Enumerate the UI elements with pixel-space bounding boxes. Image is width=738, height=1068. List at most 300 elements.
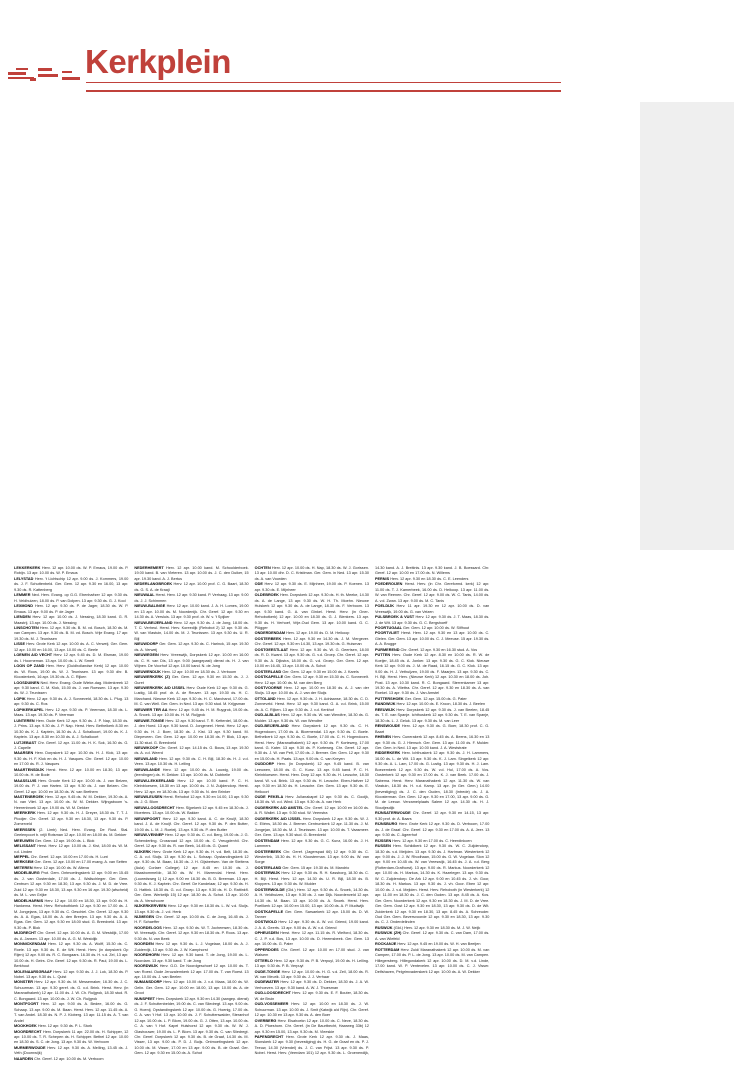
listing-entry (134, 817, 248, 833)
listing-text: Herv. 12 apr. 9.30 en 18.30 ds. L. W. v.d. Sluijs. 13 apr. 9.30 ds. J. v.d. Henk (134, 904, 249, 914)
masthead-rule-thin (86, 82, 561, 83)
grid-mark-block (38, 68, 52, 71)
listing-place: PAPENDRECHT (254, 1034, 284, 1039)
listing-place: MIDDELBURG (14, 871, 40, 876)
listing-place: OOSTERBEEK (254, 849, 282, 854)
listing-text: Ger. Gem. Sarsaekerk 12 apr. 15.00 ds. D. W. Tanner (254, 909, 369, 919)
listing-text: Herst. Herv. 12 apr. 9.30 kand. P. Verhaag. 13 apr. 9.00 ds. J. J. Schimmen (134, 593, 249, 603)
listing-text: Chr. Geref. 12 apr. 10.00 ds. C. de Jong, 16.45 ds. J. H. F. Schaeffer (134, 915, 249, 925)
listing-text: Herv. Groote Kerk 12 apr. 10.00 ds. J. van Belzen, 19.00 ds. P. J. van Harten. 13 apr. 9.30 ds. J. van Belzen. Chr. Geref. 12 apr. 10.00 en 18.30 ds. W. van Brethem (14, 778, 129, 794)
listing-place: OUD-VOSSEMEER (254, 1002, 289, 1007)
listing-place: NIEUW-VENNEP (134, 833, 164, 838)
listing-text: Herv. 12 apr. 10.00 kand. J. A. H. Lomes, 19.00 en 13 apr. 10.00 ds. M. Noordenijk. Chr. Geref. 12 apr. 9.30 en 14.30 ds. A. Versluis. 13 apr. 9.30 prof. dr. W. v. 't Spijker (134, 604, 249, 620)
listing-entry (375, 653, 489, 697)
listing-place: NIEUWERKERK A/D IJSSEL (134, 685, 186, 690)
listing-text: Herv. 12 apr. 10.00 en 18.30 ds. J. W. Schuurman. 13 apr. 10.00 ds. J. Smit (Katwijk a/d Rijn). Chr. Geref. 12 apr. 10.30 en 13 apr. 9.30 ds. A. den Boer (254, 1002, 369, 1018)
listing-place: NIEUW-LEKKERLAND (134, 778, 175, 783)
listing-entry (14, 931, 128, 942)
listing-text: Herv. 12 apr. 9.30 ds. J. J. Lok, 18.30 ds. P. Nobel. 13 apr. 9.30 ds. L. Quist (14, 969, 129, 979)
listing-place: REEUWIJK (374, 707, 396, 712)
listing-text: Herv. 12 apr. 9.30 en 14.30 ds. J. M. Viergever. Chr. Geref. 12 apr. 9.30 en 14.30, 13 apr. 19.30 ds. G. Huisman (254, 636, 369, 647)
listing-text: Chr. Geref. 12 apr. 9.30 en 14.15, 13 apr. 9.30 prof. dr. A. Baars (374, 811, 490, 821)
listing-text: Herv. 12 apr. 9.30 en 18.30 ds. C. E. Leenders (390, 576, 469, 581)
listing-place: NAARDEN (14, 1056, 33, 1061)
listing-entry (134, 942, 248, 953)
listing-text: Herv. Schildkerk 12 apr. 9.30 ds. W. C. Zuijdendorp, 18.30 ds. v.d. Meijden. 13 apr. 9.30 ds. J. Hartman. Westerkerk 12 apr. 9.00 ds. J. J. W. Rhodhaan, 15.00 ds. G. W. Vogelaar. Sion 12 apr. 9.00 en 10.45 ds. W. van Vreeswijk, 16.45 ds. J. A. v.d. Berg (Rotterdam-Grafhorst). 13 apr. 9.00 ds. R. Markus. Noorderkerk 12 apr. 10.00 ds. H. Markus, 14.30 ds. K. Hazeleger. 13 apr. 9.30 ds. W. C. Zuijdendorp. De Ark 12 apr. 9.00 en 10.45 ds. J. vh. Goor, 18.30 ds. H. Markus. 13 apr. 9.30 ds. J. vh. Goor. Eben 12 apr. 10.00 ds. J. v.d. Mejiden. Herst. Herv. Rehoboth (in Westerkerk) 12 apr. 11.00 en 18.30 ds. J. C. den Ouden. 13 apr. 8.45 ds. A. Kos. Ger. Gem. Noorderkerk 12 apr. 9.30 en 18.30 ds. J. M. D. de Vree. Ger. Gem. Oost 12 apr. 9.30 en 18.30, 13 apr. 9.30 ds. D. de Wit. Zuiderkerk 12 apr. 9.30 en 18.30, 13 apr. 8.45 ds. A. Schreuder. Oud Ger. Gem. Beversvoorde 12 apr. 9.30 en 18.30, 13 apr. 9.30 ds. C. J. Onderdelinden (374, 844, 490, 925)
listing-entry (375, 604, 489, 615)
listing-place: OOSTVOORNE (254, 685, 282, 690)
listing-text: Herv. 12 apr. 9.30 ds. W. van Wendtre, 18.30 ds. G. Mulder. 13 apr. 9.30 ds. W. van Wendtre (254, 713, 369, 723)
listing-text: Chr. Geref. 12 apr. 10.00 ds. A. G. M. Westdijk, 17.00 ds. A. Jansen. 13 apr. 10.00 ds. A. G. M. Westdijk (14, 931, 129, 941)
listing-entry (134, 653, 248, 669)
listing-place: NOORDEN (134, 942, 154, 947)
listing-entry (255, 675, 369, 686)
listing-place: RENSWOUDE (374, 724, 401, 729)
listing-text: Herv. 12 apr. 9.45 ds. W. M. Dekker, 19.30 ds. A. N. van Vliet. 13 apr. 10.00 ds. W. M. Dekker. Wijngaboom 's-Heerenbroek 12 apr. 19.00 ds. W. M. Dekker (14, 795, 129, 810)
listing-place: LOPIK (14, 696, 26, 701)
church-service-listings (14, 566, 730, 1066)
listing-entry (255, 948, 369, 959)
advertisement-placeholder (640, 102, 734, 550)
listing-place: NEDERHEMERT (134, 566, 164, 570)
listing-entry (255, 931, 369, 947)
listing-text: Chr. Geref. 12 apr. 11.00 ds. H. K. Sok, 16.30 ds. G. J. Capelle (14, 740, 129, 750)
listing-place: OPPERDOES (254, 947, 279, 952)
listing-text: Herv. 12 apr. 9.30 ds. P. de Jager, 18.30 ds. W. P. Emaus. 13 apr. 9.00 ds. P. de Jager (14, 604, 129, 614)
listing-entry (134, 779, 248, 795)
listing-place: LOOSDUINEN (14, 680, 40, 685)
listing-place: LOENEN A/D VECHT (14, 653, 53, 658)
listing-entry (255, 795, 369, 806)
listing-text: Herv. 11 apr. 19.30 en 12 apr. 10.00 ds. D. van Vreeswijk, 19.00 ds. G. van Velzen (374, 604, 490, 614)
listing-text: Herv. 12 apr. 9.30 ds. J. H. Adriaanse, 18.30 ds. C. D. Zonneveld. Herst. Herv. 12 apr. 9.30 kand. G. A. v.d. Brink, 15.00 ds. A. C. Rijken. 13 apr. 9.30 ds. J. v.d. Kerkhof (254, 696, 369, 712)
listing-text: Ger. Gem. 12 apr. 9.30 en 15.30 ds. J. J. Guret (134, 675, 249, 685)
listing-entry (14, 741, 128, 752)
listing-entry (134, 708, 248, 719)
listing-entry (134, 566, 248, 582)
listing-text: Chr. Geref. 12 apr. 9.30 ds. C. van Dam, 17.00 ds. A. van Wiefeld (374, 931, 490, 941)
listing-place: OCHTEN (254, 566, 271, 570)
listing-entry (14, 681, 128, 697)
listing-entry (134, 953, 248, 964)
listing-text: Herst. Herv. 12 apr. 10.00 en 18.30, 13 apr. 10.00 ds. H. de Bode (14, 767, 129, 778)
listing-place: NIEUWLANDE (134, 767, 161, 772)
listing-place: MOORDRECHT (14, 1029, 42, 1034)
listing-text: Herv. Ichthuskerk 12 apr. 9.30 ds. J. H. Lammers, 16.00 ds. L. de Wit. 13 apr. 9.30 ds. K. J. Lam. Singelkerk 12 apr. 9.30 ds. A. L. Lam, 17.00 ds. G. Lustig. 13 apr. 9.30 ds. H. J. Lam. Boezemkerk 12 apr. 9.30 ds. W. v.d. Hul, 17.00 ds. A. Vos. Oosterkerk 12 apr. 9.30 en 17.00 ds. K. J. van Beek. 17.00 ds. J. Sabema. Herst. Herv. Maranathakerk 12 apr. 11.30 ds. W. van Vlastuin, 18.30 ds. H. v.d. Kamp. 13 apr. (in Ger. Gem.) 14.00 (bevestiging) ds. J. C. den Ouden, 18.30 (intrede) ds. J. A. Kloosterman. Ger. Gem. 12 apr. 9.30 en 17.00, 13 apr. 9.00 ds. G. M. de Leeuw. Verzamelplaats Salem 12 apr. 14.30 ds. H. J. Stoutjesdijk (374, 751, 490, 810)
listing-text: Herv. 12 apr. 10.00 ds. W. P. Emaus, 19.00 ds. P. Robijn. 13 apr. 10.00 ds. W. P. Emaus (14, 566, 129, 576)
masthead-rule-thick (86, 90, 561, 92)
listing-entry (14, 566, 128, 577)
listing-place: NOORDELOOS (134, 925, 162, 930)
listing-entry (14, 828, 128, 839)
listing-place: OOSTERWOLDE (254, 887, 285, 892)
listing-text: Herv. 12 apr. 9.30 ds. G. Boer, 18.30 prof. C. G. Baart (374, 724, 490, 734)
listing-text: Herv. 12 apr. 9.00 ds. A. Bedee, 16.00 ds. G. Schaap. 13 apr. 9.00 ds. M. Baan. Herst. Herv. 12 apr. 11.45 ds. A. T. van Andel. 18.30 ds. N. P. J. Kloberg. 13 apr. 11.15 ds. A. T. van Andel (14, 1002, 129, 1023)
listing-entry (14, 1057, 128, 1062)
listing-entry (375, 735, 489, 751)
listing-entry (134, 850, 248, 905)
listing-text: Herv. 12 apr. 9.30 kand. T. R. Ketterdel, 18.00 ds. J. den Hoed. 13 apr. 9.30 kand. D. Jongeneel. Herst. Herv. 12 apr. 9.30 ds. H. J. Boer, 18.30 ds. J. Kist. 13 apr. 9.30 kand. M. Diepeveen. Ger. Gem. 12 apr. 10.00 en 18.30 ds. P. Blok, 13 apr. 11.30 stud. G. Breedveld (134, 718, 249, 745)
section-title: Kerkplein (85, 43, 231, 80)
listing-text: (Gld.) Herv. 12 apr. 9.30 ds. A. Snoek, 14.30 ds. A. H. Veldhuizen, 13 apr. 9.30 ds. J. van Dijk. Noordenveld 12 apr. 14.30 ds. M. Baan. 13 apr. 10.00 ds. A. Snoek. Herst. Herv. Poellkerk 12 apr. 10.00 en 15.00, 13 apr. 10.00 ds. A. P. Mudiwijk (254, 887, 369, 909)
listing-text: Herv. 12 apr. 10.00 en 18.30 ds. A. J. van der Sluijs. 13 apr. 10.00 ds. A. J. van der Sluijs (254, 685, 369, 696)
listing-place: MEERSSEN (14, 827, 36, 832)
listing-place: POORTVLIET (374, 631, 400, 636)
listing-entry (14, 653, 128, 664)
listing-text: Chr. Geref. 12 apr. 10.00 en 17.00 stud. J. van Walsem (254, 947, 369, 958)
listing-text: Herv. Jullanakapel 12 apr. 9.30 ds. C. Gooijk, 18.30 ds. W. v.d. Wind. 13 apr. 9.30 ds. A. van Herk (254, 795, 369, 805)
listing-entry (255, 724, 369, 762)
listing-text: Herv. 12 apr. 9.30 ds. J. T. Maas, 18.30 ds. J. de Wit. 13 apr. 9.30 ds. G. C. Bergshoeff (374, 615, 490, 625)
listing-text: Herv. 12 apr. 9.30 ds. G. C. Kunz, 16.00 ds. J. H. Lammers (254, 838, 369, 849)
listing-place: PUTTEN (374, 653, 391, 658)
listing-place: OUD-ALBLAS (254, 713, 280, 718)
listing-entry (255, 970, 369, 981)
listing-entry (255, 871, 369, 887)
listing-entry (134, 675, 248, 686)
listing-entry (375, 751, 489, 811)
listing-text: Ger. Gem. 12 apr. 9.30 en 15.00 ds. J. Karels (282, 669, 359, 674)
listing-place: METEREN (14, 865, 33, 870)
listing-text: Herv. 12 apr. 9.30 ds. H. J. Dreyer, 18.30 ds. T. T. J. Plooijer. Chr. Geref. 12 apr. 9.30 en 18.30, 13 apr. 9.30 ds. P. Zomerveld (14, 811, 129, 827)
listing-text: Herv. 12 apr. 9.30 ds. A. W. v.d. Griend, 19.00 kand. J. A. A. Geerts. 13 apr. 9.00 ds. A. W. v.d. Griend (254, 920, 369, 930)
grid-mark-block (62, 71, 72, 73)
listing-text: Herv. 12 apr. 9.30 en 17.00 ds. C. Heerdinkoen (392, 838, 472, 843)
listing-place: NUNSPEET (134, 996, 156, 1001)
listing-place: NUMANSDORP (134, 980, 162, 985)
listing-entry (255, 817, 369, 839)
listing-entry (255, 959, 369, 970)
listing-text: Herv. 12 apr. 9.30 ds. P. B. Verpuyl, 19.00 ds. H. Lelling. 13 apr. 9.30 ds. P. B. Verpuyl (254, 958, 369, 969)
listing-text: Herv. Oude Kerk 12 apr. 9.30 ds. G. Lustig, 18.45 prof. dr. A. de Reuver. 13 apr. 19.30 ds. H. C. Marchand. Nieuwe Kerk 12 apr. 9.30 ds. H. C. Marchand, 17.00 ds. M. C. van Well. Ger. Gem. in Ned. 13 apr. 9.30 stud. M. Krijgsman (134, 685, 249, 707)
listing-place: LEKKERKERK (14, 566, 41, 570)
listing-place: NIEUWDORP (134, 642, 158, 647)
masthead (8, 34, 553, 92)
listing-text: Herst. Herv. 12 apr. 10.00 ds. J. Kist, 18.00 ds. W. M. v.d. Linden (14, 844, 129, 854)
listing-text: Chr. Geref. 12 apr. 10.00 en 17.00 ds. H. Lunt (30, 855, 108, 860)
listing-text: (2. Limb) Ned. Herv. Evang. De Rust. Stal. Geelenpoort b. vrijli Rotsman 12 apr. 10.00 en 18.00 ds. M. Dekker (14, 827, 129, 838)
listing-place: NOORDHORN (134, 953, 160, 958)
listing-text: Herv. 12 apr. 9.30 ds. E. Mijnheer, 19.00 ds. P. Koenen. 13 apr. 9.30 ds. E. Mijnheer (254, 582, 369, 592)
listing-place: MERKSEM (14, 860, 34, 865)
listing-place: RIJNSBURG (374, 822, 398, 827)
listing-entry (134, 915, 248, 926)
listing-text: Herv. 12 apr. 10.00 ds. A. Louwig, 19.00 ds. (leerdingen) ds. H. Dekker. 13 apr. 10.00 ds. M. Dubbelie (134, 767, 249, 778)
listing-place: LOPIKERKAPEL (14, 707, 44, 712)
listing-place: RIJSSEN (374, 838, 392, 843)
listing-place: MONNICKENDAM (14, 942, 47, 947)
listing-text: Herv. 12 apr. 9.30 ds. P. Veerman, 18.30 ds. L. Maas. 13 apr. 19.30 ds. P. Veerman (14, 707, 129, 718)
listing-place: NOORDWIJK (134, 964, 158, 969)
listing-place: RIDDERKERK (374, 751, 401, 756)
listing-place: OOSTGEESTLAAT (254, 647, 289, 652)
listing-entry (255, 850, 369, 866)
listing-place: OUDERKERK A/D AMSTEL (254, 805, 304, 810)
listing-entry (255, 566, 369, 582)
listing-place: LEXMOND (14, 604, 33, 609)
listing-text: Herv. 12 apr. 10.00 ds. E. Kroon, 18.30 ds. J. Beelen (396, 702, 486, 707)
listing-entry (134, 904, 248, 915)
listing-entry (134, 768, 248, 779)
listing-place: NIEUWKOOP (134, 745, 159, 750)
listing-entry (14, 719, 128, 741)
listing-place: OUDDORP (254, 762, 275, 767)
listing-entry (14, 768, 128, 779)
listing-text: Herv. Oude Kerk 12 apr. 8.30 en 10.00 ds. R. W. de Koeijer, 18.45 ds. A. Jonker. 13 apr. 9.30 ds. G. C. Klok. Nieuwe Kerk 12 apr. 9.00 ds. J. M. de Raad, 16.15 ds. G. C. Klok. 13 apr. 9.00 ds. H. J. Vethuijzen, 19.00 ds. F. Maarjen. 13 apr. 9.30 ds. C. H. Bijl. Herst. Herv. (Nieuwe Kerk) 12 apr. 10.30 en 18.00 ds. Joh. Post. 13 apr. 10.30 kand. R. C. Bongaard. Sterrenkamer 13 apr. 19.30 ds. A. Vliettra. Chr. Geref. 12 apr. 9.30 en 18.30 ds. A. van Roekel. 13 apr. 9.30 ds. J. Van Amstel (374, 653, 490, 696)
listing-place: NIEUW-BEIJERLAND (134, 620, 173, 625)
listing-text: Chr. Geref. 12 apr. 10.00 en 16.00 ds. A. R. Wallet. 13 apr. 9.30 stud. W. Veenstra (254, 805, 369, 816)
listing-place: PERNIS (374, 576, 390, 581)
listing-entry (134, 593, 248, 604)
listing-place: NIEUWERKERK (Z) (134, 675, 170, 680)
listing-text: Herv. 12 apr. 9.30 ds. P. L. Stork (37, 1024, 93, 1029)
listing-entry (255, 980, 369, 991)
listing-entry (255, 637, 369, 648)
listing-entry (14, 1030, 128, 1046)
listing-entry (375, 631, 489, 647)
listing-place: OUDE-TONGE (254, 969, 281, 974)
listing-entry (14, 795, 128, 811)
listing-entry (255, 697, 369, 713)
listing-place: OOSTWOLD (254, 920, 278, 925)
listing-place: LEMMER (14, 593, 31, 598)
listing-text: Herv. Herv. (Duidhollandse Kerk) 12 apr. 10.00 ds. W. Roos, 19.00 ds. W. J. Teunissen. 13 apr. 9.30 dhr. B. Kloosterkerk, 16 apr. 19.30 ds. A. C. Rijken (14, 664, 129, 680)
listing-place: RUSWIJK (ZH) (374, 931, 402, 936)
listing-entry (375, 948, 489, 975)
listing-place: ROTTERDAM (374, 947, 400, 952)
listing-entry (375, 582, 489, 604)
listing-entry (134, 997, 248, 1057)
listing-text: Ger. Gem. 12 apr. 9.30 ds. C. Harinck, 15 apr. 19.30 ds. A. Verweij (134, 642, 249, 652)
listing-entry (14, 664, 128, 680)
listing-entry (255, 806, 369, 817)
listing-place: MONSTER (14, 980, 33, 985)
listing-place: RUSWIJK (374, 925, 393, 930)
listing-text: Herv. 't Lichtschip 12 apr. 9.00 ds. J. Kommers, 19.00 ds. J. F. Schuttenbeld. Ger. Gem. 12 apr. 9.30 en 16.00, 13 apr. 9.30 ds. R. Kattenberg (14, 576, 129, 592)
grid-mark-block (16, 68, 28, 70)
listing-text: Herv. Grote Kerk 12 apr. 9.30 ds. H. v.d. Belt, 18.30 ds. C. A. v.d. Sluijs. 13 apr. 9.30 ds. L. Schaap. Opstandingskerk 12 apr. 9.30 ds. M. Baan, 16.30 ds. J. H. Gijsbertsen. Van de Steltens (Aula) Corlaer College) 12 apr. 8.45 en 10.30 ds. J. Maasbommel/dr., 18.30 ds. W. H. Marrendal. Herst. Herv. (Looredsweg 1) 12 apr. 9.00 en 16.30 ds. B. D. Breeman. 13 apr. 9.30 ds. K. J. Kaptein. Chr. Geref. De Kandelaar, 12 apr. 9.30 ds. H. D. Hattink. 18.30 ds. G. v.d. Groep. 13 apr. 9.30 ds. H. D. Rattinkfl. Ger. Gem. Werkelijk 15) 12 apr. 18.30 ds. A. Schot. 13 apr. 10.00 ds. A. Verschoore (134, 849, 249, 903)
listing-entry (375, 811, 489, 822)
listing-text: Herv. 12 apr. 9.30 kand. A. C. de Knuijf, 18.30 kand. J. A. de Knuijf. Chr. Geref. 12 apr. 9.30 ds. P. den Butter, 19.00 ds. L. M. J. Roeleij. 13 apr. 9.30 ds. P. den Butter (134, 816, 249, 832)
listing-place: LIENDEN (14, 615, 31, 620)
listing-text: Herv. Dorpskerk 12 apr. 9.30 ds. W. J. C. Eliéns, 18.30 ds. J. Bremer. Centrumkerk 12 apr. 11.30 ds. J. M. Jongejan, 18.30 ds. M. J. Teunissen. 13 apr. 10.00 ds. T. Vaasmeer. Ger. Gem. 13 apr. 9.30 stud. G. Breedveld (254, 816, 369, 838)
listing-text: Herv. Zuid/ Maranathakerk 12 apr. 10.00 ds. M. van Campen, 17.00 ds. P. L. de Jong. 13 apr. 10.00 ds. M. van Campen. Hillegersberg. Hillegondakerk 12 apr. 10.00 ds. D. M. v.d. Linde, 17.00 kand. W. P. Ventevelen. 13 apr. 10.00 ds. C. J. Visser. Delfshaven, Pelgrimvaderskerk 12 apr. 10.00 ds. A. W. Dekker (374, 947, 490, 974)
listing-entry (255, 920, 369, 931)
listing-entry (14, 615, 128, 626)
listing-text: Herv. G.D. De Noordgeschoef 12 apr. 10.00 ds. T. van Roest. Oude Jeruzalemkerk 12 apr. 17.00 ds. T. van Roest. 13 apr. 10.00 ds. J. van Beelen (134, 964, 249, 979)
listing-entry (134, 806, 248, 817)
grid-mark-block (38, 74, 58, 77)
listing-entry (134, 582, 248, 593)
listing-place: MOOKHOEK (14, 1024, 37, 1029)
listing-entry (14, 844, 128, 855)
listing-text: Herv. 12 apr. 9.30 ds. A. Melling, 13.45 ds. J. Veth (Doornwijk) (14, 1045, 129, 1056)
listing-text: Herv. 12 apr. 9.30 ds. D. Dekker, 18.30 ds. J. A. W. Verhoeven. 13 apr. 9.30 kand. A. W. J. Thuesman (254, 980, 369, 990)
listing-entry (14, 642, 128, 653)
listing-entry (14, 980, 128, 1002)
listing-text: Herv. Dorpskerk 12 apr. 9.30 ds. H. th. Meeke, 14.30 ds. A. de Lange, 13 apr. 9.30 ds. W. H. Th. Moehn. Nieuwe Hulskerk 12 apr. 9.30 ds. A. de Lange, 18.30 ds. F. Verboom. 13 apr. 9.30 kand. G. A. van Ginkel. Herst. Herv. (in Oner-Rehobotkerk) 12 apr. 10.00 en 18.30 ds. G. J. Blenkers. 13 apr. 9.30 ds. H. Verhoef, Vrije-Oud Gem. 13 apr. 10.00 kand. G. C. Plügger (254, 593, 369, 630)
listing-entry (14, 697, 128, 708)
listing-text: Herv. 12 apr. 9.30 ds. B. M. vd. Bosch, 18.30 ds. M. van Campen. 13 apr. 9.30 ds. B. M. vd. Bosch. Vrije Evang. 17 apr. 19.30 ds. M. J. Teunissen (14, 625, 129, 641)
listing-entry (255, 910, 369, 921)
listing-place: MASTENBROEK (14, 795, 44, 800)
listing-entry (134, 833, 248, 849)
listing-text: Herv. 12 apr. 9.30 ds. W. G. Geertsen, 18.00 ds. R. D. Kwant. 13 apr. 9.30 ds. G. v.d. Groep. Chr. Geref. 12 apr. 9.30 ds. A. Dijkstra, 18.00 ds. G. v.d. Groep. Ger. Gem. 12 apr. 10.00 en 16.45, 13 apr. 10.00 ds. A. Schot (254, 647, 369, 669)
listing-place: MONTFOORT (14, 1002, 39, 1007)
listing-text: Herv. 12 apr. 10.00 en 18.30 ds. J. Verboom (161, 669, 237, 674)
listing-entry (14, 970, 128, 981)
listing-entry (134, 719, 248, 746)
listing-entry (255, 686, 369, 697)
listing-text: Herv. 12 apr. 10.00 prof. C. G. Baart, 18.30 ds. G. S. A. de Kraaji (134, 582, 249, 592)
listing-place: OTTERLO (254, 958, 273, 963)
listing-entry (375, 822, 489, 838)
listing-text: Herv. 12 apr. 9.30 ds. A. Wolff, 15.30 ds. C. Roele. 13 apr. 9.30 ds. E. de Wit. Herst. Herv. (in dorpskerk Op Rijen) 12 apr. 9.00 ds. R. C. Bongaars. 16.30 ds. H. v.d. Zel, 13 apr. 10.00 ds. H. Gelrs. Chr. Geref. 12 apr. 9.30 ds. R. Paul, 19.00 ds. L. Berkhout (14, 942, 129, 969)
listing-text: Ger. Gem. 12 apr. 9.30 en 15.30 ds. C. Sonnevelt. Herv. 12 apr. 10.00 ds. M. van den Berg (254, 675, 369, 685)
listing-text: Herv. 12 apr. 9.30 kand. T. de Jong, 19.00 ds. L. Noordam. 13 apr. 9.30 kand. T. de Jong (134, 953, 249, 963)
grid-mark-block (62, 77, 80, 80)
listing-place: MURMERWOUDE (14, 1045, 46, 1050)
listing-entry (14, 1046, 128, 1057)
listing-entry (134, 795, 248, 806)
listing-place: RIJNSATERWOUDE (374, 811, 411, 816)
listing-place: NIJMEGEN (134, 915, 155, 919)
listing-text: Ger. Gem. 12 apr. 19.00 ds. L. Blok (34, 838, 95, 843)
listing-entry (14, 604, 128, 615)
listing-text: Ger. Gem. 12 apr. 10.00 en 17.00 evang. A. van Setten (34, 860, 128, 865)
listing-place: MIDDELHARNIS (14, 898, 44, 903)
listing-text: Herv. Sijpekerk 12 apr. 9.45 en 18.30 ds. J. Moertens. 13 apr. 10.00 ds. W. Bakker (134, 805, 249, 816)
listing-place: MOLENAARSGRAAF (14, 969, 52, 974)
listing-place: MIJDRECHT (14, 931, 37, 936)
listing-entry (255, 1019, 369, 1035)
listing-entry (255, 648, 369, 670)
listing-text: Herv. Dorpskerk 12 apr. 9.30 ds. C. H. Hogendoorn, 17.00 ds. A. Bloemendal. 13 apr. 9.30 ds. C. Boele. Bethelkerk 12 apr. 9.30 ds. C. Boele, 17.00 ds. C. H. Hogendoorn. Herst. Herv. (Maranathakerk) 12 apr. 9.30 ds. P. Korteweg, 17.00 kand. G. Kater. 13 apr. 9.30 ds. P. Korteweg. Chr. Geref. 12 apr. 9.30 ds. J. W. van Pelt, 17.00 ds. J. Bremer. Ger. Gem. 12 apr. 9.30 en 15.00 ds. H. Paats. 13 apr. 9.00 ds. C. van Kreyen (254, 724, 369, 761)
listing-text: Herv. 12 apr. 10.00 kand. M. Schoolderboek. 19.00 kand. B. van Vleteren. 13 apr. 10.00 ds. J. C. den Duiker, 15 apr. 19.30 kand. A. J. Bertus (134, 566, 249, 581)
listing-place: POORTUGAAL (374, 625, 402, 630)
listing-entry (134, 604, 248, 620)
listing-place: ONDERDENDAM (254, 631, 286, 636)
listing-entry (375, 708, 489, 724)
listing-place: RANDWIJK (374, 702, 396, 707)
listing-entry (134, 642, 248, 653)
listing-place: NIJKERK (134, 849, 151, 854)
listing-entry (375, 724, 489, 735)
listing-text: Chr. Geref. 12 apr. 10.00 ds. M. Verboom (34, 1056, 104, 1061)
listing-entry (255, 762, 369, 795)
listing-place: PULSBROEK & VUST (374, 615, 415, 620)
grid-mark-block (8, 72, 26, 75)
listing-place: NIEUWAAL (134, 593, 155, 598)
listing-text: Herv. 12 apr. 9.45 en 19.00 ds. W. H. van Beeijen (397, 942, 481, 947)
listing-entry (14, 1002, 128, 1024)
listing-place: LUTJEBAST (14, 740, 37, 745)
listing-text: Herv. 12 apr. 9.30 ds. M. Messemaker, 16.30 ds. J. C. Schuurman. 13 apr. 9.30 geref. ds. G. v.d. Brink. Herst. Herv. (in Maranathakerk) 12 apr. 11.00 ds. J. W. Ch. Ruijgrok, 18.30 stud. R. C. Bongaard. 13 apr. 10.00 ds. J. W. Ch. Ruijgrok (14, 980, 129, 1001)
listing-entry (134, 980, 248, 996)
listing-place: LISSE (14, 642, 25, 647)
listing-place: LINSCHOTEN (14, 625, 39, 630)
listing-place: MELISSANT (14, 844, 36, 849)
listing-place: POELDIJK (374, 604, 394, 609)
listing-text: Herv. 12 apr. 10.00 ds. W. Altena (33, 865, 89, 870)
listing-entry (255, 1002, 369, 1018)
listing-text: Herst. Herv. 12 apr. 11.15 ds. R. Welford, 18.30 ds. C. J. P. v.d. Bos, 13 apr. 10.00 ds. D. Heemsbeek. Ger. Gem. 13 apr. 10.00 ds. G. Pater (254, 931, 369, 947)
listing-place: NIEUWLAND (134, 756, 158, 761)
listing-entry (255, 713, 369, 724)
listing-entry (14, 811, 128, 827)
listing-place: MEPPEL (14, 855, 30, 860)
listing-place: PURMEREND (374, 647, 400, 652)
listing-entry (134, 964, 248, 980)
listing-entry (14, 871, 128, 898)
listing-entry (255, 593, 369, 631)
listing-entry (255, 888, 369, 910)
listing-place: NIEUWER TER AA (134, 707, 168, 712)
listing-place: LUNTEREN (14, 718, 35, 723)
listing-entry (14, 577, 128, 593)
listing-place: OTTOLAND (254, 696, 276, 701)
listing-text: Herv. 12 apr. 10.00 ds. H. G. v.d. Zeil, 18.00 ds. R. W. van Meurik. 13 apr. 9.30 ds. J. J. Verhaar (254, 969, 369, 979)
listing-text: Herv. 12 apr. 9.45 ds. H. M. Ruygrok, 19.00 ds. A. Snoek. 13 apr. 10.00 ds. H. M. Ruijgrok (134, 707, 249, 718)
listing-entry (14, 708, 128, 719)
listing-text: Herst. Rehobot 12 apr. 9.30 en 14.00, 13 apr. 9.30 ds. J. G. Blom (134, 795, 249, 805)
listing-entry (134, 621, 248, 643)
listing-entry (375, 931, 489, 942)
listing-text: Ger. Gem. 12 apr. 15.00 ds. G. Pater (404, 696, 467, 701)
listing-text: Herv. 12 apr. 9.30 ds. C. H. Bijl, 18.30 ds. H. J. v.d. Veen. 13 apr. 10.30 ds. H. Lelling (134, 756, 249, 767)
listing-text: Herv. 12 apr. 19.00 ds. D. M. Heikoop (286, 631, 350, 636)
listing-text: Herv. 12 apr. 9.30 ds. R. H. Kassborg, 18.30 ds. C. H. Bijl. Herst. Herv. 12 apr. 14.30 ds. U. R. Bijl, 18.30 ds. B. Kloppers. 13 apr. 9.30 ds. W. Mulder (254, 871, 369, 887)
listing-text: Herv. 12 apr. 9.30 ds. L. J. Vogelaar, 18.00 ds. A. J. Zuidervijk, 13 apr. 9.30 ds. J. W. Kamphorst (134, 942, 249, 952)
listing-place: OUD-BEIJERLAND (254, 724, 289, 729)
listing-entry (134, 686, 248, 708)
listing-text: Herv. Grote Kerk 12 apr. 9.30 ds. J. Maas, Sionskerk 12 apr. 9.30 (bevestiging) ds. H. G. de Graaf en ds. P. J. Teeuw, 14.30 (Vriendel) ds. J. C. van Frijst. 13 apr. 9.30 ds. P. Nobel. Herst. Herv. (Veerdam 101) 12 apr. 9.30 ds. L. Groenendijk, 14.30 kand. A. J. Breitinis. 13 apr. 9.30 kand. J. B. Boessard. Chr. Geref. 12 apr. 10.00 en 17.00 ds. N. Willems (254, 566, 490, 1056)
listing-place: OOSTKAPELLE (254, 675, 284, 680)
listing-text: Herv. Dorpskerk 12 apr. 9.30 en 14.30 (aangep. dienst) ds. J. F. Schuttenbelder, 19.00 ds. C. van Sliedregt. 13 apr. 9.00 ds. G. Hoenij. Opstandingskerk 12 apr. 10.00 ds. G. Hoenig, 17.00 ds. C. A. van 't Hof. 13 apr. 10.00 ds. J. F. Schuttenwalder, Steranhof 12 apr. 10.00 ds. L. P. Blom, 19.00 ds. G. J. Otten, 13 apr. 10.00 ds. C. A. van 't Hof. Kapel Hulshorst 12 apr. 9.30 ds. W. W. J. Glashouwer, 19.00 ds. L. P. Blom. 13 apr. 9.30 ds. C. van Sliedregt. Chr. Geref. Dorpskerk 12 apr. 9.30 ds. B. de Graaf, 14.30 ds. M. Visser, 13 apr. 9.00 ds. P. D. J. Buijs. Ontmoetingskerk 12 apr. 10.00 ds. M. Visser, 17.00 en 13 apr. 9.00 ds. B. de Graaf. Ger. Gem. 12 apr. 9.30 en 15.00 ds. A. Schot (134, 996, 249, 1056)
listing-entry (255, 991, 369, 1002)
listing-place: NIEUWE-TONGE (134, 718, 165, 723)
listing-text: Herv. (in Dorpskerk) 12 apr. 9.45 kand. B. van Leeuwen, 18.00 ds. G. C. Kunz. 13 apr. 9.45 kand. P. C. H. Kleinbloesem. Herst. Herv. Dorp 12 apr. 9.30 ds. H. Leusche, 18.30 kand. W. v.d. Brink. 13 apr. 9.30 ds. H. Leusche. Eben-Haëzer 12 apr. 9.30 en 18.30 ds. H. Leusche. Ger. Gem. 13 apr. 9.30 ds. E. Heikoort (254, 762, 369, 794)
listing-text: Ned. Herv. Evang. op G.G. Ebenhaëzer 12 apr. 9.30 ds. H. Veldhuizen, 18.00 ds. P. van Dolpen. 13 apr. 9.30 ds. G. J. Kool (14, 593, 129, 603)
listing-entry (255, 582, 369, 593)
listing-text: Herv. Cunerakerk 12 apr. 8.45 ds. A. Beens, 16.30 en 13 apr. 9.30 ds. G. J. Hiensch. Ger. Gem. 13 apr. 11.00 ds. F. Mulder. Ger. Gem. in Ned. 13 apr. 10.00 kand. J. A. Weststrate (374, 735, 490, 750)
listing-place: OOSTKAPELLE (254, 909, 284, 914)
listing-text: Chr. Geref. 12 apr. 9.30 en 16.30 stud. A. Vos (400, 647, 478, 652)
listing-place: ROCKANJE (374, 942, 397, 947)
listing-text: Ger. Gem. 12 apr. 10.00 ds. W. Silfhout (403, 625, 470, 630)
listing-text: (Gld.) Herv. 12 apr. 9.30 en 18.30 ds. M. J. W. Neijk (393, 925, 481, 930)
listing-entry (134, 926, 248, 942)
listing-place: OOSTERBEEK (254, 636, 282, 641)
listing-entry (14, 779, 128, 795)
listing-entry (375, 615, 489, 626)
listing-text: Herv. 12 apr. 9.30 ds. A. J. Sonneveld, 18.30 ds. L. Plug. 13 apr. 9.30 ds. C. Ros (14, 696, 129, 707)
listing-place: MAARSEN (14, 751, 34, 756)
listing-entry (134, 746, 248, 757)
listing-text: Herv. 12 apr. 9.30 ds. J. de Jong, 18.00 ds. T. C. Verheul. Herst. Herv. Koreedijk (Rehobot 2) 12 apr. 9.30 ds. W. van Vlastuin, 14.00 ds. M. J. Teunissen. 13 apr. 9.30 ds. U. R. Bijl (134, 620, 249, 641)
listing-place: NIEUWPOORT (134, 816, 161, 821)
listing-place: MEEUWEN (14, 838, 34, 843)
listing-text: Herv. 12 apr. 10.00 kand. P. C. H. Kleinbloesem, 18.30 en 13 apr. 10.00 ds. J. N. Zuijdendorp. Herst. Herv. 12 apr. en 18.30 ds. 13 apr. 9.30 ds. N. den Brinker (134, 778, 249, 794)
listing-place: MEERKERK (14, 811, 36, 816)
listing-place: POEDEROIJEN (374, 582, 403, 587)
listing-entry (134, 757, 248, 768)
listing-place: NIEUWENDIJK (134, 669, 161, 674)
listing-text: Herv. 12 apr. 10.00 ds. J. Nessing, 18.30 kand. G. R. Maastrij. 13 apr. 10.00 ds. J. Nessing (14, 615, 129, 625)
listing-place: OLDEBROEK (254, 593, 279, 598)
listing-entry (14, 942, 128, 969)
listing-place: NEDERLANGBROEK (134, 582, 173, 587)
